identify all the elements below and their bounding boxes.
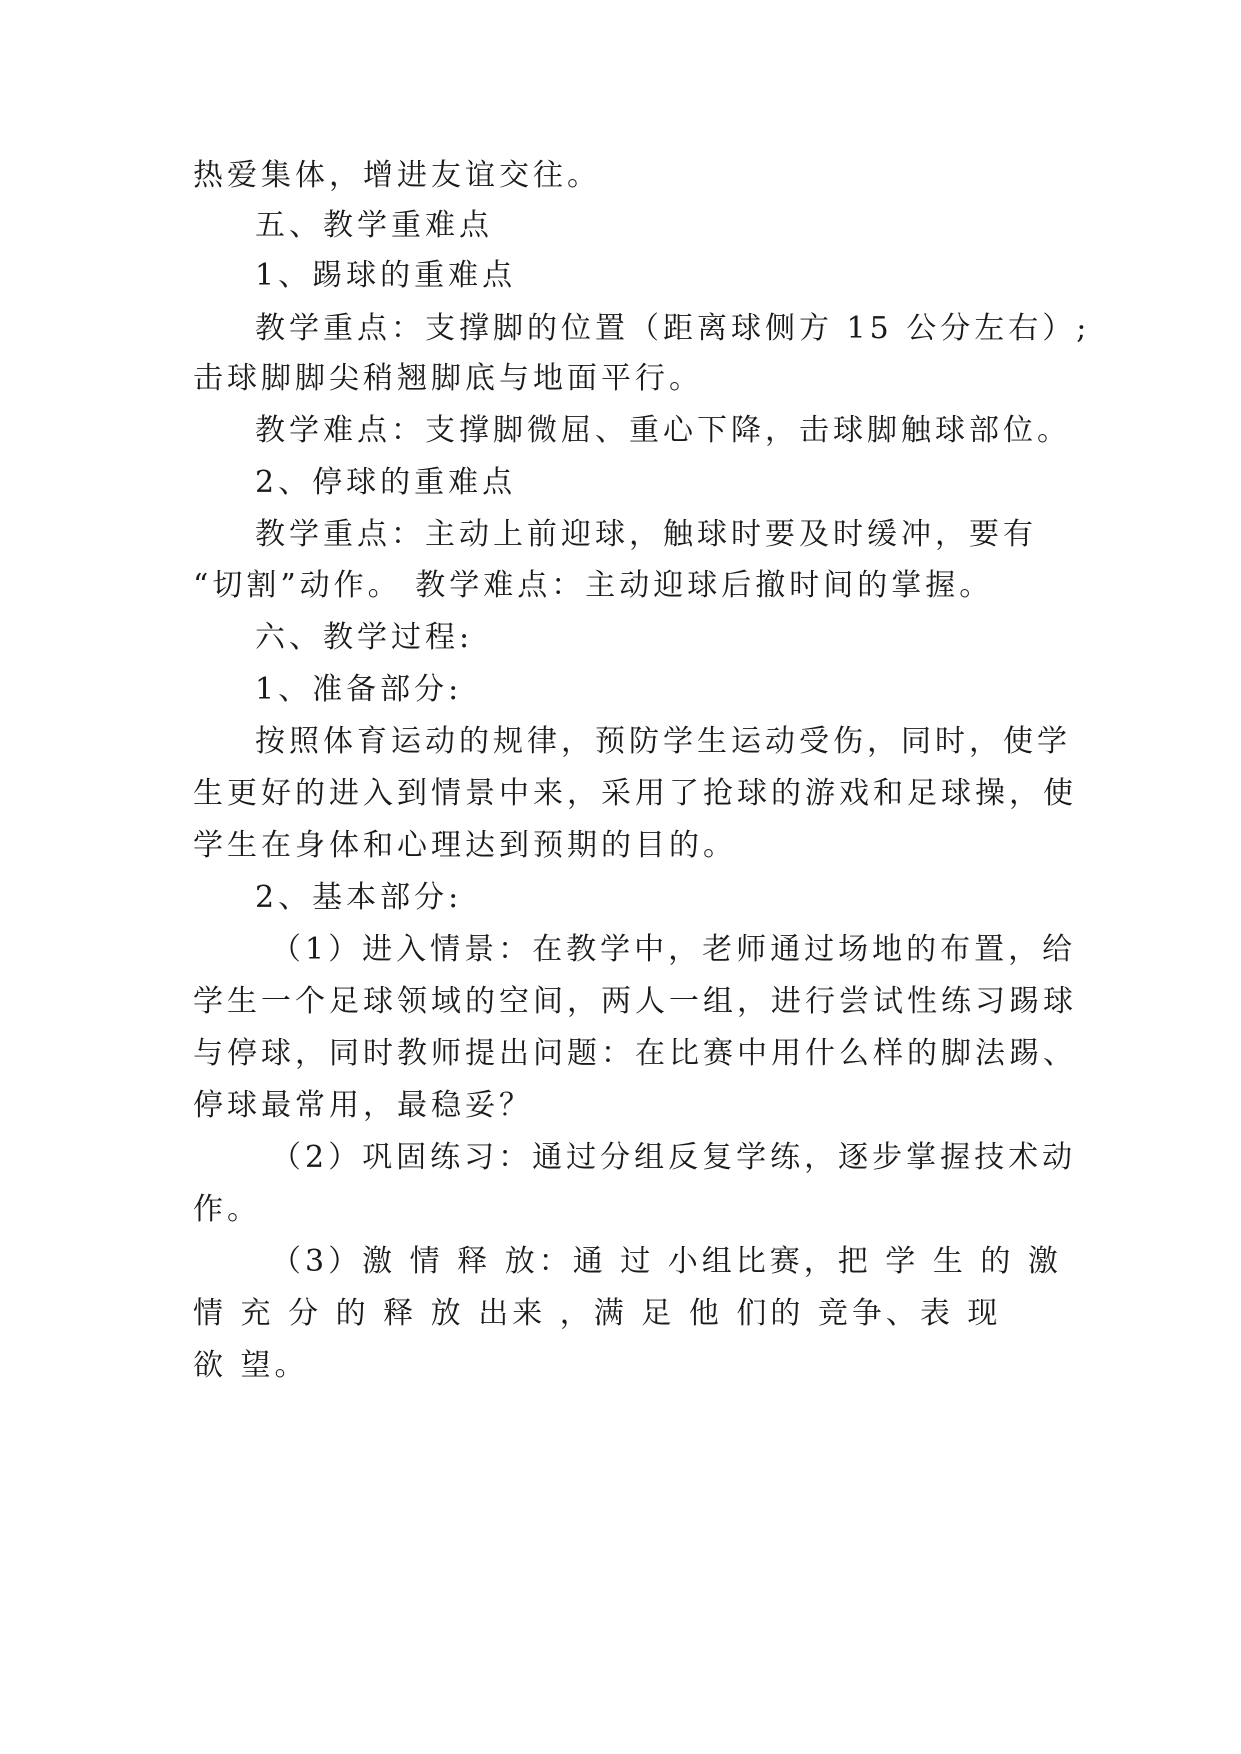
text-line: （3）激 情 释 放：通 过 小组比赛，把 学 生 的 激 [271,1244,1062,1279]
text-line: 热爱集体，增进友谊交往。 [193,158,601,193]
subsection-heading: 2、基本部分: [255,880,463,915]
subsection-heading: 2、停球的重难点 [255,465,517,500]
section-heading: 六、教学过程: [255,620,474,655]
text-line: 教学难点：支撑脚微屈、重心下降，击球脚触球部位。 [255,413,1071,448]
text-line: （2）巩固练习：通过分组反复学练，逐步掌握技术动 [271,1140,1077,1175]
text-line: 学生在身体和心理达到预期的目的。 [193,828,737,863]
text-line: 停球最常用，最稳妥？ [193,1088,533,1123]
text-line: 情 充 分 的 释 放 出来 ，满 足 他 们的 竞争、表 现 [193,1296,1002,1331]
text-line: 击球脚脚尖稍翘脚底与地面平行。 [193,361,703,396]
text-line: 欲 望。 [193,1348,309,1383]
text-line: 按照体育运动的规律，预防学生运动受伤，同时，使学 [255,724,1071,759]
text-line: 教学重点：支撑脚的位置（距离球侧方 15 公分左右）; [255,311,1091,346]
text-line: “切割”动作。 教学难点：主动迎球后撤时间的掌握。 [193,568,994,603]
text-line: 学生一个足球领域的空间，两人一组，进行尝试性练习踢球 [193,984,1077,1019]
subsection-heading: 1、准备部分: [255,672,463,707]
text-line: 生更好的进入到情景中来，采用了抢球的游戏和足球操，使 [193,776,1077,811]
section-heading: 五、教学重难点 [255,208,493,243]
text-line: （1）进入情景：在教学中，老师通过场地的布置，给 [271,932,1077,967]
text-line: 与停球，同时教师提出问题：在比赛中用什么样的脚法踢、 [193,1036,1077,1071]
subsection-heading: 1、踢球的重难点 [255,258,517,293]
text-line: 作。 [193,1192,261,1227]
text-line: 教学重点：主动上前迎球，触球时要及时缓冲，要有 [255,517,1037,552]
